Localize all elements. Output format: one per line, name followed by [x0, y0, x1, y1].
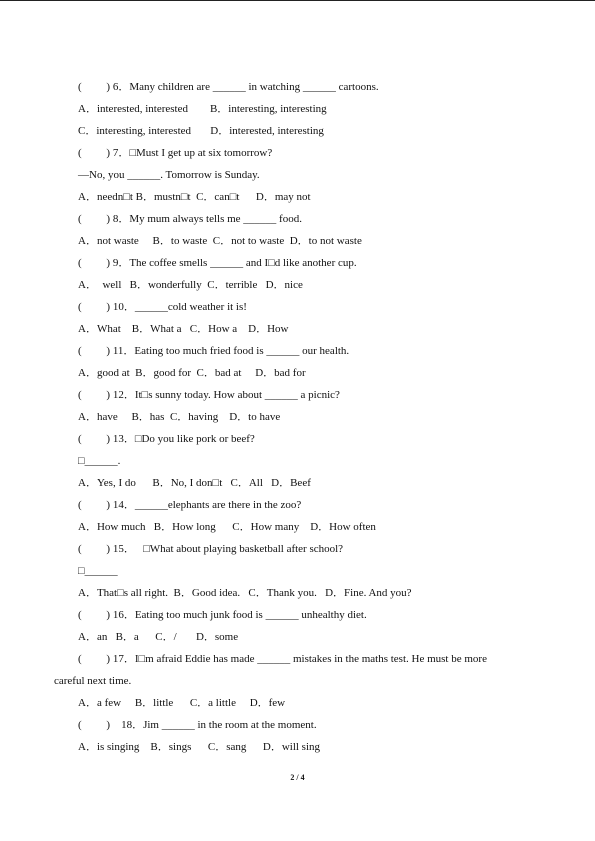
q15-options: A．That□s all right. B．Good idea. C．Thank you. D．Fine. And you?: [78, 587, 412, 599]
question-12: ( ) 12．It□s sunny today. How about ______ a picnic?: [78, 389, 340, 401]
question-8: ( ) 8．My mum always tells me ______ food.: [78, 213, 302, 225]
question-16: ( ) 16．Eating too much junk food is ______ unhealthy diet.: [78, 609, 367, 621]
q7-options: A．needn□t B．mustn□t C．can□t D．may not: [78, 191, 311, 203]
q6-options-ab: A．interested, interested B．interesting, interesting: [78, 103, 327, 115]
q7-reply: —No, you ______. Tomorrow is Sunday.: [78, 169, 260, 181]
question-7: ( ) 7．□Must I get up at six tomorrow?: [78, 147, 273, 159]
question-14: ( ) 14．______elephants are there in the zoo?: [78, 499, 302, 511]
q14-options: A．How much B．How long C．How many D．How often: [78, 521, 376, 533]
q11-options: A．good at B．good for C．bad at D．bad for: [78, 367, 306, 379]
q13-options: A．Yes, I do B．No, I don□t C．All D．Beef: [78, 477, 311, 489]
q13-reply: □______.: [78, 455, 121, 467]
q12-options: A．have B．has C．having D．to have: [78, 411, 281, 423]
header-rule: [0, 0, 595, 1]
page-number: 2 / 4: [290, 773, 305, 782]
question-18: ( ) 18．Jim ______ in the room at the moment.: [78, 719, 317, 731]
question-13: ( ) 13．□Do you like pork or beef?: [78, 433, 255, 445]
question-9: ( ) 9．The coffee smells ______ and I□d like another cup.: [78, 257, 357, 269]
q9-options: A． well B．wonderfully C．terrible D．nice: [78, 279, 303, 291]
q17-options: A．a few B．little C．a little D．few: [78, 697, 286, 709]
question-11: ( ) 11．Eating too much fried food is ______ our health.: [78, 345, 350, 357]
question-17: ( ) 17．I□m afraid Eddie has made ______ mistakes in the maths test. He must be more: [78, 653, 487, 665]
q10-options: A．What B．What a C．How a D．How: [78, 323, 289, 335]
question-10: ( ) 10．______cold weather it is!: [78, 301, 247, 313]
question-15: ( ) 15． □What about playing basketball after school?: [78, 543, 344, 555]
q16-options: A．an B．a C．/ D．some: [78, 631, 239, 643]
question-17-continued: careful next time.: [54, 675, 132, 687]
q6-options-cd: C．interesting, interested D．interested, interesting: [78, 125, 324, 137]
q15-reply: □______: [78, 565, 118, 577]
q8-options: A．not waste B．to waste C．not to waste D．to not waste: [78, 235, 362, 247]
q18-options: A．is singing B．sings C．sang D．will sing: [78, 741, 321, 753]
question-6: ( ) 6．Many children are ______ in watching ______ cartoons.: [78, 81, 379, 93]
